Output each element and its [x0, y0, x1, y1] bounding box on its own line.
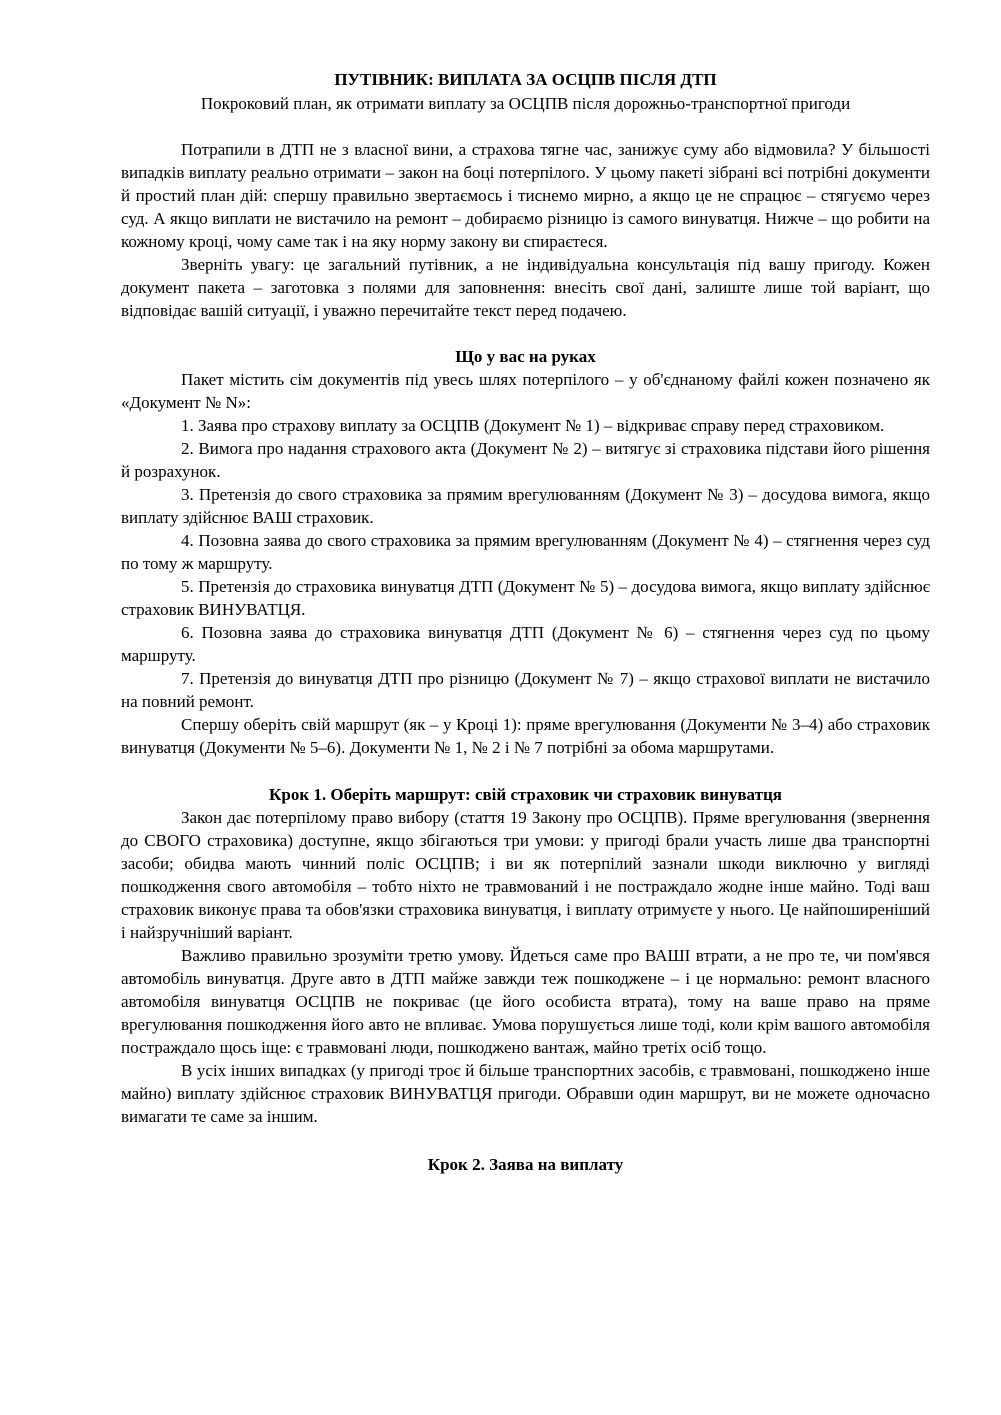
docs-intro: Пакет містить сім документів під увесь шлях потерпілого – у об'єднаному файлі кожен позначено як «Документ № N»: — [121, 370, 930, 412]
intro-section — [121, 138, 930, 322]
step1-paragraph: Закон дає потерпілому право вибору (стаття 19 Закону про ОСЦПВ). Пряме врегулювання (звернення до СВОГО страховика) доступне, якщо збігаються три умови: у пригоді брали участь лише два транспортні засоби; обидва мають чинний поліс ОСЦПВ; і ви як потерпілий зазнали шкоди виключно у вигляді пошкодження свого автомобіля – тобто ніхто не травмований і не постраждало жодне інше майно. Тоді ваш страховик виконує права та обов'язки страховика винуватця, і виплату отримуєте у нього. Це найпоширеніший і найзручніший варіант. — [121, 808, 930, 942]
docs-list-item: 7. Претензія до винуватця ДТП про різницю (Документ № 7) – якщо страхової виплати не вистачило на повний ремонт. — [121, 669, 930, 711]
section-heading-step2: Крок 2. Заява на виплату — [427, 1155, 624, 1174]
step1-paragraph: Важливо правильно зрозуміти третю умову. Йдеться саме про ВАШІ втрати, а не про те, чи пом'явся автомобіль винуватця. Друге авто в ДТП майже завжди теж пошкоджене – і це нормально: ремонт власного автомобіля винуватця ОСЦПВ не покриває (це його особиста втрата), тому на ваше право на пряме врегулювання пошкодження його авто не впливає. Умова порушується лише тоді, коли крім вашого автомобіля постраждало щось іще: є травмовані люди, пошкоджено вантаж, майно третіх осіб тощо. — [121, 946, 930, 1057]
document-subtitle: Покроковий план, як отримати виплату за ОСЦПВ після дорожньо-транспортної пригоди — [200, 94, 851, 113]
docs-note: Спершу оберіть свій маршрут (як – у Кроці 1): пряме врегулювання (Документи № 3–4) або страховик винуватця (Документи № 5–6). Документи № 1, № 2 і № 7 потрібні за обома маршрутами. — [121, 715, 930, 757]
docs-list-item: 3. Претензія до свого страховика за прямим врегулюванням (Документ № 3) – досудова вимога, якщо виплату здійснює ВАШ страховик. — [121, 485, 930, 527]
docs-list-item: 2. Вимога про надання страхового акта (Документ № 2) – витягує зі страховика підстави його рішення й розрахунок. — [121, 439, 930, 481]
docs-list-item: 1. Заява про страхову виплату за ОСЦПВ (Документ № 1) – відкриває справу перед страховиком. — [181, 416, 885, 435]
intro-paragraph: Потрапили в ДТП не з власної вини, а страхова тягне час, занижує суму або відмовила? У більшості випадків виплату реально отримати – закон на боці потерпілого. У цьому пакеті зібрані всі потрібні документи й простий план дій: спершу правильно звертаємось і тиснемо мирно, а якщо це не спрацює – стягуємо через суд. А якщо виплати не вистачило на ремонт – добираємо різницю із самого винуватця. Нижче – що робити на кожному кроці, чому саме так і на яку норму закону ви спираєтеся. — [121, 140, 930, 251]
docs-section — [121, 368, 930, 759]
step1-section — [121, 806, 930, 1128]
docs-list-item: 5. Претензія до страховика винуватця ДТП (Документ № 5) – досудова вимога, якщо виплату здійснює страховик ВИНУВАТЦЯ. — [121, 577, 930, 619]
docs-list-item: 6. Позовна заява до страховика винуватця ДТП (Документ № 6) – стягнення через суд по цьому маршруту. — [121, 623, 930, 665]
intro-paragraph: Зверніть увагу: це загальний путівник, а не індивідуальна консультація під вашу пригоду. Кожен документ пакета – заготовка з полями для заповнення: внесіть свої дані, залиште лише той варіант, що відповідає вашій ситуації, і уважно перечитайте текст перед подачею. — [121, 255, 930, 320]
step1-paragraph: В усіх інших випадках (у пригоді троє й більше транспортних засобів, є травмовані, пошкоджено інше майно) виплату здійснює страховик ВИНУВАТЦЯ пригоди. Обравши один маршрут, ви не можете одночасно вимагати те саме за іншим. — [121, 1061, 930, 1126]
docs-list-item: 4. Позовна заява до свого страховика за прямим врегулюванням (Документ № 4) – стягнення через суд по тому ж маршруту. — [121, 531, 930, 573]
section-heading-step1: Крок 1. Оберіть маршрут: свій страховик чи страховик винуватця — [269, 785, 782, 804]
section-heading-docs: Що у вас на руках — [455, 347, 596, 366]
document-title: ПУТІВНИК: ВИПЛАТА ЗА ОСЦПВ ПІСЛЯ ДТП — [334, 70, 717, 89]
